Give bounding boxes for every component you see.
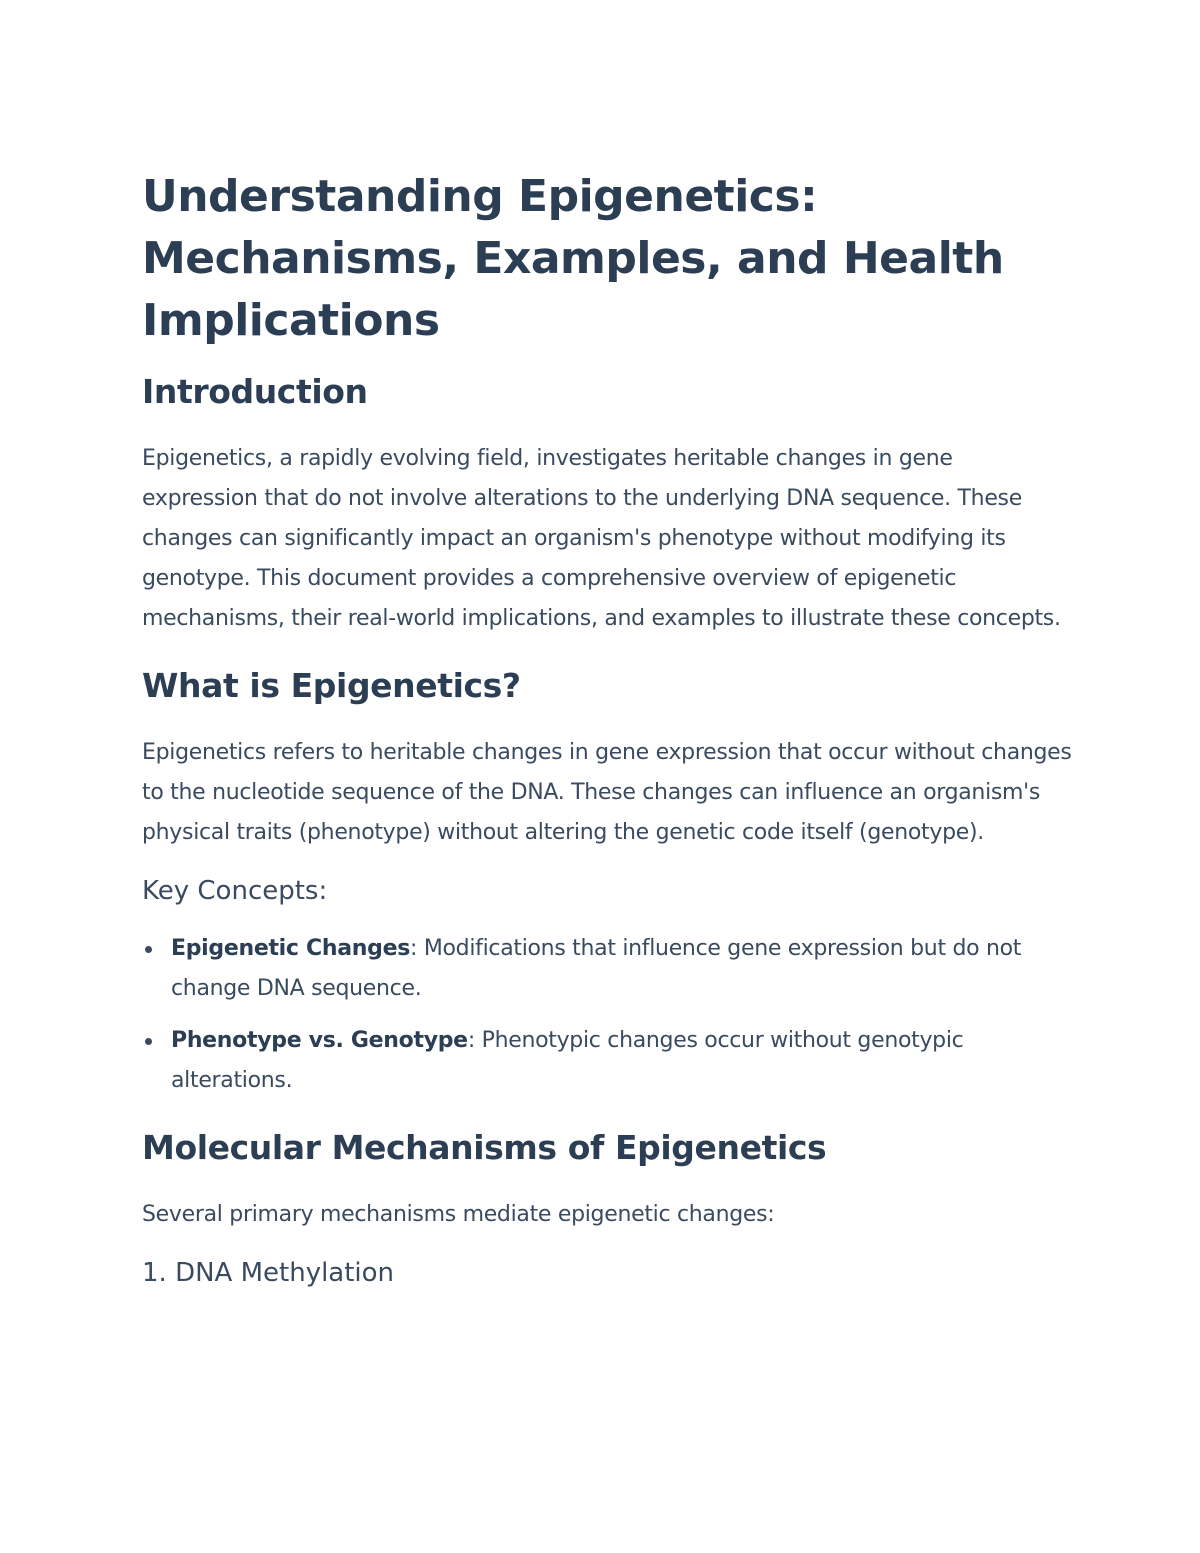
- key-concepts-heading: Key Concepts:: [142, 876, 328, 906]
- concept-description: : Phenotypic changes occur without genotypic alterations.: [171, 1028, 964, 1093]
- introduction-paragraph: Epigenetics, a rapidly evolving field, investigates heritable changes in gene expression that do not involve alterations to the underlying DNA sequence. These changes can significantly impact an organism's phenotype without modifying its genotype. This document provides a comprehensive overview of epigenetic mechanisms, their real-world implications, and examples to illustrate these concepts.: [142, 446, 1061, 631]
- document-page: [142, 166, 1072, 1291]
- mechanisms-paragraph: Several primary mechanisms mediate epigenetic changes:: [142, 1202, 775, 1227]
- concept-description: : Modifications that influence gene expression but do not change DNA sequence.: [171, 936, 1022, 1001]
- what-is-epigenetics-heading: What is Epigenetics?: [142, 666, 521, 705]
- key-concepts-list: [142, 929, 1072, 1101]
- document-title: Understanding Epigenetics: Mechanisms, Examples, and Health Implications: [142, 171, 1004, 346]
- list-item: [142, 1021, 1072, 1101]
- mechanisms-heading: Molecular Mechanisms of Epigenetics: [142, 1128, 827, 1167]
- list-item: [142, 929, 1072, 1009]
- introduction-heading: Introduction: [142, 372, 368, 411]
- concept-term: Epigenetic Changes: [171, 936, 411, 961]
- what-is-epigenetics-paragraph: Epigenetics refers to heritable changes in gene expression that occur without changes to the nucleotide sequence of the DNA. These changes can influence an organism's physical traits (phenotype) without altering the genetic code itself (genotype).: [142, 740, 1072, 845]
- concept-term: Phenotype vs. Genotype: [171, 1028, 468, 1053]
- dna-methylation-subheading: 1. DNA Methylation: [142, 1258, 395, 1288]
